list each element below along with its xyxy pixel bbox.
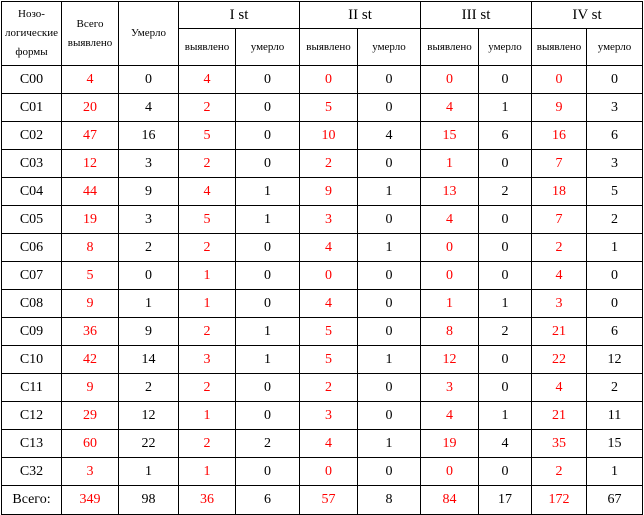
row-stage-3-died: 2 <box>479 178 532 206</box>
header-forms: Нозо-логические формы <box>2 2 62 66</box>
row-code: C32 <box>2 458 62 486</box>
totals-detected: 349 <box>62 486 119 515</box>
row-stage-3-died: 0 <box>479 66 532 94</box>
row-stage-4-died: 3 <box>587 150 643 178</box>
row-stage-1-died: 0 <box>236 234 300 262</box>
row-stage-2-died: 0 <box>358 206 421 234</box>
row-stage-1-detected: 4 <box>179 178 236 206</box>
row-stage-2-died: 0 <box>358 318 421 346</box>
totals-stage-3-died: 17 <box>479 486 532 515</box>
row-stage-3-died: 0 <box>479 346 532 374</box>
row-total-detected: 44 <box>62 178 119 206</box>
row-stage-1-died: 0 <box>236 458 300 486</box>
table-row <box>2 150 643 178</box>
row-died: 22 <box>119 430 179 458</box>
row-died: 4 <box>119 94 179 122</box>
row-stage-2-died: 1 <box>358 346 421 374</box>
row-stage-2-detected: 3 <box>300 206 358 234</box>
row-stage-1-died: 1 <box>236 206 300 234</box>
row-stage-2-died: 0 <box>358 94 421 122</box>
row-stage-4-died: 1 <box>587 234 643 262</box>
totals-stage-2-died: 8 <box>358 486 421 515</box>
row-code: C01 <box>2 94 62 122</box>
table-row <box>2 318 643 346</box>
row-stage-4-detected: 18 <box>532 178 587 206</box>
row-stage-4-detected: 2 <box>532 458 587 486</box>
row-stage-2-died: 1 <box>358 178 421 206</box>
row-stage-4-died: 15 <box>587 430 643 458</box>
row-stage-2-detected: 0 <box>300 66 358 94</box>
row-stage-2-died: 0 <box>358 374 421 402</box>
row-total-detected: 20 <box>62 94 119 122</box>
row-total-detected: 4 <box>62 66 119 94</box>
row-code: C12 <box>2 402 62 430</box>
row-total-detected: 5 <box>62 262 119 290</box>
row-stage-2-died: 1 <box>358 430 421 458</box>
row-stage-3-died: 0 <box>479 206 532 234</box>
row-stage-2-detected: 2 <box>300 150 358 178</box>
row-stage-2-died: 1 <box>358 234 421 262</box>
row-stage-1-died: 0 <box>236 374 300 402</box>
row-stage-2-detected: 0 <box>300 458 358 486</box>
row-stage-4-died: 2 <box>587 374 643 402</box>
row-code: C02 <box>2 122 62 150</box>
totals-stage-1-detected: 36 <box>179 486 236 515</box>
table-row <box>2 66 643 94</box>
row-stage-4-died: 1 <box>587 458 643 486</box>
row-stage-4-died: 5 <box>587 178 643 206</box>
row-died: 1 <box>119 458 179 486</box>
row-died: 3 <box>119 150 179 178</box>
row-stage-3-detected: 12 <box>421 346 479 374</box>
row-stage-3-died: 0 <box>479 458 532 486</box>
row-stage-2-died: 0 <box>358 402 421 430</box>
header-stage-2: II st <box>300 2 421 29</box>
row-died: 2 <box>119 374 179 402</box>
row-stage-1-died: 0 <box>236 66 300 94</box>
table-row <box>2 458 643 486</box>
row-stage-2-detected: 5 <box>300 346 358 374</box>
row-stage-3-died: 0 <box>479 150 532 178</box>
row-stage-4-died: 6 <box>587 318 643 346</box>
row-stage-2-detected: 9 <box>300 178 358 206</box>
row-stage-4-detected: 0 <box>532 66 587 94</box>
row-stage-3-detected: 3 <box>421 374 479 402</box>
row-total-detected: 9 <box>62 290 119 318</box>
totals-stage-2-detected: 57 <box>300 486 358 515</box>
row-stage-1-detected: 5 <box>179 206 236 234</box>
totals-row <box>2 486 643 515</box>
row-stage-4-died: 3 <box>587 94 643 122</box>
row-stage-4-died: 11 <box>587 402 643 430</box>
row-died: 1 <box>119 290 179 318</box>
row-stage-4-died: 12 <box>587 346 643 374</box>
row-stage-4-detected: 35 <box>532 430 587 458</box>
row-stage-1-died: 0 <box>236 262 300 290</box>
row-stage-4-detected: 22 <box>532 346 587 374</box>
subheader-stage-3-detected: выявлено <box>421 29 479 66</box>
row-stage-1-detected: 2 <box>179 430 236 458</box>
row-died: 12 <box>119 402 179 430</box>
table-row <box>2 430 643 458</box>
row-stage-1-detected: 1 <box>179 290 236 318</box>
row-stage-3-detected: 1 <box>421 150 479 178</box>
row-stage-3-detected: 4 <box>421 206 479 234</box>
subheader-stage-2-died: умерло <box>358 29 421 66</box>
row-stage-4-died: 6 <box>587 122 643 150</box>
row-stage-3-detected: 8 <box>421 318 479 346</box>
row-stage-3-died: 2 <box>479 318 532 346</box>
row-stage-2-died: 0 <box>358 66 421 94</box>
row-code: C13 <box>2 430 62 458</box>
row-stage-2-detected: 4 <box>300 234 358 262</box>
row-code: C10 <box>2 346 62 374</box>
row-stage-1-detected: 2 <box>179 94 236 122</box>
row-stage-1-died: 1 <box>236 318 300 346</box>
row-died: 9 <box>119 178 179 206</box>
row-total-detected: 12 <box>62 150 119 178</box>
table-row <box>2 94 643 122</box>
row-total-detected: 42 <box>62 346 119 374</box>
table-body <box>2 66 643 486</box>
row-stage-3-detected: 15 <box>421 122 479 150</box>
header-stage-1: I st <box>179 2 300 29</box>
row-stage-1-died: 0 <box>236 122 300 150</box>
table-row <box>2 346 643 374</box>
subheader-stage-4-died: умерло <box>587 29 643 66</box>
row-stage-2-died: 0 <box>358 290 421 318</box>
row-stage-3-detected: 0 <box>421 234 479 262</box>
row-stage-4-detected: 4 <box>532 374 587 402</box>
row-total-detected: 29 <box>62 402 119 430</box>
row-stage-3-died: 0 <box>479 234 532 262</box>
row-stage-2-detected: 0 <box>300 262 358 290</box>
table-row <box>2 122 643 150</box>
row-stage-3-died: 1 <box>479 94 532 122</box>
row-stage-1-detected: 2 <box>179 150 236 178</box>
statistics-table <box>1 1 643 515</box>
table-row <box>2 206 643 234</box>
table-row <box>2 234 643 262</box>
totals-stage-1-died: 6 <box>236 486 300 515</box>
row-died: 16 <box>119 122 179 150</box>
row-stage-1-died: 0 <box>236 290 300 318</box>
row-stage-2-detected: 4 <box>300 290 358 318</box>
row-stage-1-died: 0 <box>236 402 300 430</box>
row-stage-1-detected: 4 <box>179 66 236 94</box>
row-stage-4-detected: 7 <box>532 150 587 178</box>
table-row <box>2 374 643 402</box>
row-total-detected: 47 <box>62 122 119 150</box>
totals-label: Всего: <box>2 486 62 515</box>
row-stage-4-detected: 21 <box>532 318 587 346</box>
row-stage-3-died: 1 <box>479 290 532 318</box>
row-stage-3-detected: 19 <box>421 430 479 458</box>
table-row <box>2 178 643 206</box>
table-row <box>2 262 643 290</box>
totals-stage-4-died: 67 <box>587 486 643 515</box>
subheader-stage-3-died: умерло <box>479 29 532 66</box>
row-total-detected: 9 <box>62 374 119 402</box>
totals-stage-3-detected: 84 <box>421 486 479 515</box>
row-code: C04 <box>2 178 62 206</box>
row-stage-1-died: 0 <box>236 94 300 122</box>
row-stage-1-detected: 2 <box>179 234 236 262</box>
row-code: C11 <box>2 374 62 402</box>
row-total-detected: 60 <box>62 430 119 458</box>
row-stage-4-detected: 21 <box>532 402 587 430</box>
row-stage-4-died: 0 <box>587 262 643 290</box>
row-stage-4-died: 0 <box>587 66 643 94</box>
row-stage-2-detected: 5 <box>300 94 358 122</box>
row-stage-4-detected: 2 <box>532 234 587 262</box>
row-stage-3-died: 4 <box>479 430 532 458</box>
row-stage-2-detected: 3 <box>300 402 358 430</box>
row-code: C00 <box>2 66 62 94</box>
row-stage-4-detected: 7 <box>532 206 587 234</box>
row-stage-1-died: 0 <box>236 150 300 178</box>
row-code: C03 <box>2 150 62 178</box>
row-stage-1-died: 1 <box>236 178 300 206</box>
row-total-detected: 8 <box>62 234 119 262</box>
row-stage-3-died: 6 <box>479 122 532 150</box>
table-row <box>2 290 643 318</box>
row-stage-2-detected: 10 <box>300 122 358 150</box>
row-stage-2-detected: 4 <box>300 430 358 458</box>
row-stage-1-detected: 5 <box>179 122 236 150</box>
row-stage-1-detected: 1 <box>179 458 236 486</box>
row-died: 0 <box>119 66 179 94</box>
row-stage-3-detected: 4 <box>421 402 479 430</box>
row-died: 0 <box>119 262 179 290</box>
header-stage-3: III st <box>421 2 532 29</box>
row-code: C08 <box>2 290 62 318</box>
row-total-detected: 19 <box>62 206 119 234</box>
row-stage-1-died: 2 <box>236 430 300 458</box>
row-code: C05 <box>2 206 62 234</box>
row-stage-2-died: 0 <box>358 458 421 486</box>
row-total-detected: 36 <box>62 318 119 346</box>
row-stage-4-died: 2 <box>587 206 643 234</box>
subheader-stage-1-died: умерло <box>236 29 300 66</box>
row-stage-4-detected: 3 <box>532 290 587 318</box>
row-stage-4-detected: 9 <box>532 94 587 122</box>
row-stage-2-died: 0 <box>358 150 421 178</box>
row-stage-3-detected: 1 <box>421 290 479 318</box>
row-code: C07 <box>2 262 62 290</box>
header-stage-4: IV st <box>532 2 643 29</box>
row-stage-1-died: 1 <box>236 346 300 374</box>
row-died: 14 <box>119 346 179 374</box>
row-stage-3-died: 1 <box>479 402 532 430</box>
row-stage-1-detected: 1 <box>179 402 236 430</box>
subheader-stage-4-detected: выявлено <box>532 29 587 66</box>
header-died: Умерло <box>119 2 179 66</box>
subheader-stage-2-detected: выявлено <box>300 29 358 66</box>
row-died: 3 <box>119 206 179 234</box>
row-stage-3-detected: 13 <box>421 178 479 206</box>
row-died: 2 <box>119 234 179 262</box>
header-row-stages <box>2 2 643 29</box>
row-stage-3-died: 0 <box>479 374 532 402</box>
row-stage-2-died: 4 <box>358 122 421 150</box>
row-stage-2-detected: 2 <box>300 374 358 402</box>
row-stage-1-detected: 2 <box>179 374 236 402</box>
row-stage-3-detected: 0 <box>421 66 479 94</box>
subheader-stage-1-detected: выявлено <box>179 29 236 66</box>
row-stage-3-detected: 0 <box>421 458 479 486</box>
row-stage-4-detected: 4 <box>532 262 587 290</box>
header-total-detected: Всего выявлено <box>62 2 119 66</box>
row-died: 9 <box>119 318 179 346</box>
table-row <box>2 402 643 430</box>
row-stage-3-detected: 0 <box>421 262 479 290</box>
row-code: C06 <box>2 234 62 262</box>
row-code: C09 <box>2 318 62 346</box>
row-stage-4-detected: 16 <box>532 122 587 150</box>
row-stage-4-died: 0 <box>587 290 643 318</box>
row-stage-3-detected: 4 <box>421 94 479 122</box>
totals-stage-4-detected: 172 <box>532 486 587 515</box>
row-stage-2-died: 0 <box>358 262 421 290</box>
row-stage-1-detected: 1 <box>179 262 236 290</box>
row-stage-1-detected: 3 <box>179 346 236 374</box>
row-stage-1-detected: 2 <box>179 318 236 346</box>
row-total-detected: 3 <box>62 458 119 486</box>
row-stage-3-died: 0 <box>479 262 532 290</box>
row-stage-2-detected: 5 <box>300 318 358 346</box>
totals-died: 98 <box>119 486 179 515</box>
